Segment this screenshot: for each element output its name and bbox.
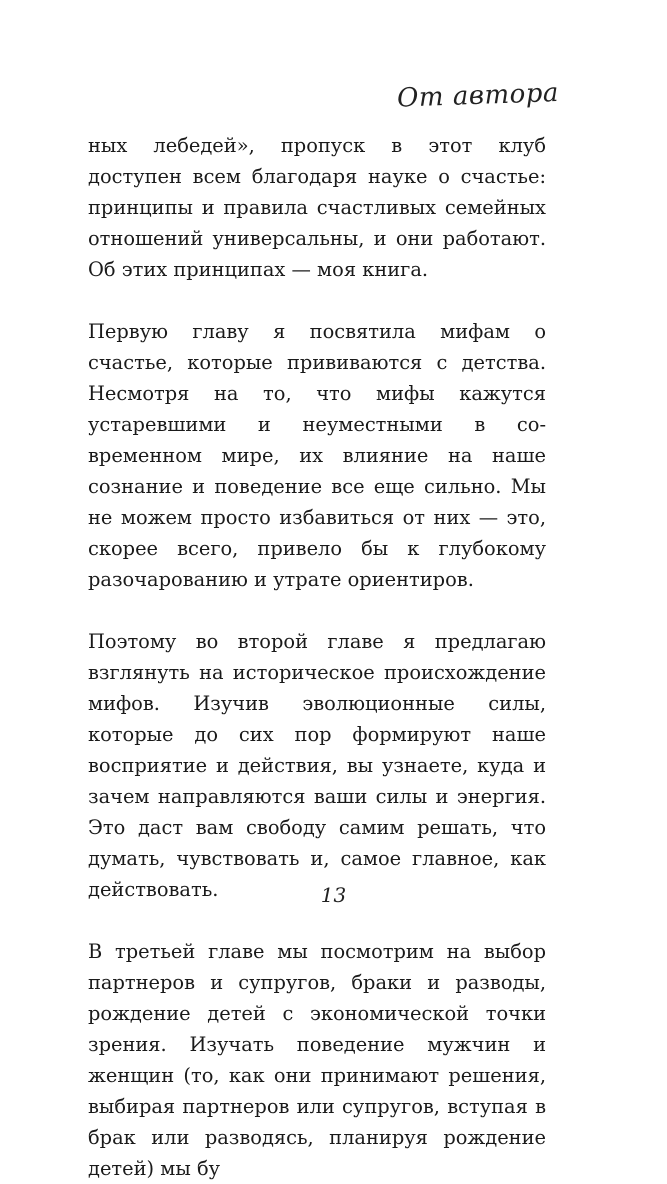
paragraph-4: В третьей главе мы посмотрим на выбор партнеров и супругов, браки и разводы, рождение детей с экономической точки зрения. Изучать поведение мужчин и женщин (то, как они принимают решения, выбирая партнеров или супругов, вступая в брак или разводясь, планируя рождение детей) мы бу — [88, 940, 546, 1180]
body-text — [88, 130, 546, 1184]
paragraph-1: ных лебедей», пропуск в этот клуб доступен всем благодаря науке о счастье: принципы и правила счастливых семейных отношений универсальны, и они работают. Об этих принципах — моя книга. — [88, 134, 546, 281]
running-header: От автора — [396, 78, 560, 114]
paragraph-3: Поэтому во второй главе я предлагаю взглянуть на историческое происхождение мифов. Изучив эволюционные силы, которые до сих пор формируют наше восприятие и действия, вы узнаете, куда и зачем направляются ваши силы и энергия. Это даст вам свободу самим решать, что думать, чувствовать и, самое главное, как действовать. — [88, 630, 546, 901]
paragraph-2: Первую главу я посвятила мифам о счастье, которые прививаются с детства. Несмотря на то, что мифы кажутся устаревшими и неуместными в современном мире, их влияние на наше сознание и поведение все еще сильно. Мы не можем просто избавиться от них — это, скорее всего, привело бы к глубокому разочарованию и утрате ориентиров. — [88, 320, 546, 591]
page-number: 13 — [320, 883, 347, 907]
